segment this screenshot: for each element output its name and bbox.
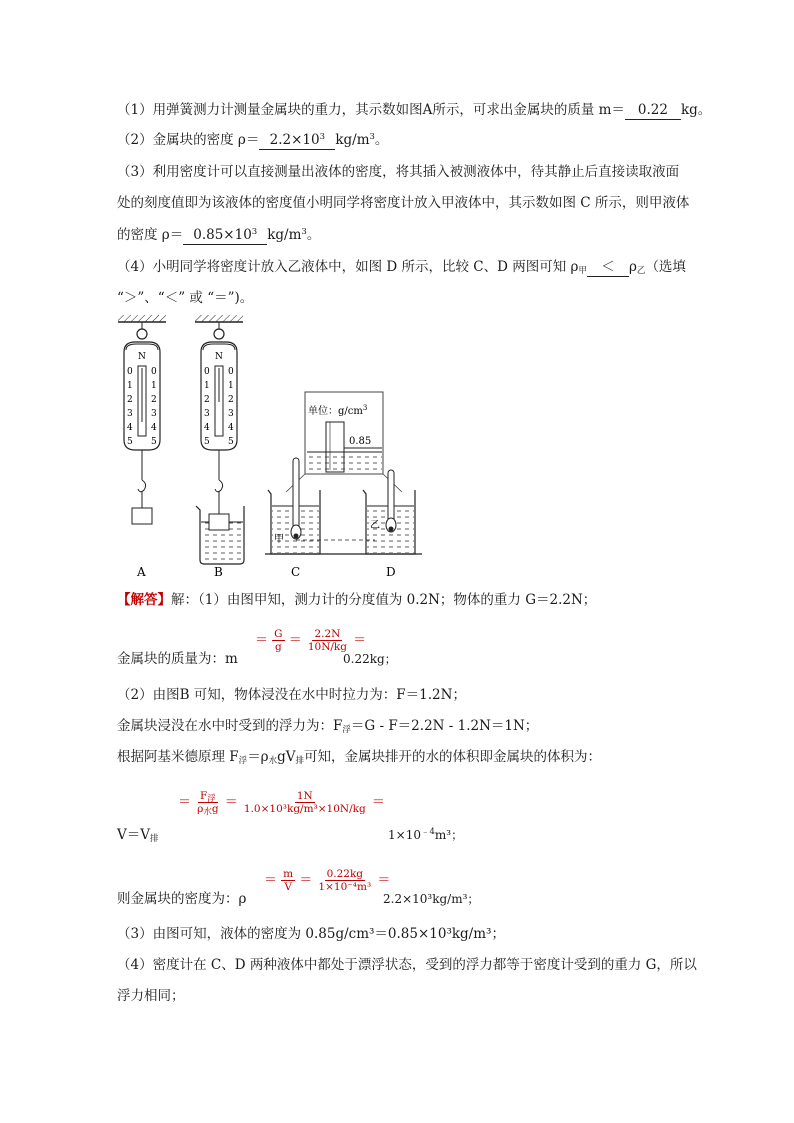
- solution-line6a: （4）密度计在 C、D 两种液体中都处于漂浮状态，受到的浮力都等于密度计受到的重力 G，所以: [117, 957, 697, 973]
- rho-frac-1: $\frac{m}{V}$: [283, 868, 294, 893]
- solution-line2: （2）由图B 可知，物体浸没在水中时拉力为：F＝1.2N；: [117, 687, 466, 703]
- svg-text:5: 5: [204, 437, 210, 447]
- mass-frac-2: $\frac{2.2N}{10N/kg}$: [307, 628, 348, 653]
- rho-frac-2: $\frac{0.22kg}{\text{1×10⁻⁴m³}}$: [318, 868, 372, 893]
- volume-frac-1: $\frac{F_浮}{\rho_水g}$: [197, 790, 219, 817]
- q3-answer: $0.85\times 10^3$: [183, 226, 267, 245]
- inset-reading: 0.85: [349, 436, 372, 447]
- svg-text:1: 1: [204, 381, 210, 391]
- scale-b-ticks-right: [228, 367, 234, 447]
- volume-label: $V=V_排$: [117, 827, 159, 844]
- svg-text:2: 2: [151, 395, 157, 405]
- svg-text:D: D: [386, 565, 396, 579]
- q4-line2: “＞”、“＜” 或 “＝”)。: [117, 290, 254, 306]
- q2-answer: $2.2\times 10^3$: [259, 131, 335, 150]
- spring-scale-a: [118, 315, 166, 524]
- svg-text:0: 0: [127, 367, 133, 377]
- spring-scale-b: [195, 315, 244, 564]
- svg-text:4: 4: [228, 423, 234, 433]
- solution-line4: 根据阿基米德原理 $F_浮=\rho_水gV_排$可知，金属块排开的水的体积即金属块的体积为：: [117, 749, 602, 766]
- scale-a-ticks-left: [127, 367, 133, 447]
- solution-tag: 【解答】: [117, 592, 171, 608]
- volume-result: $1\times 10^{﹣4}m^3$；: [388, 827, 464, 842]
- q2-line: （2）金属块的密度 $\rho= 2.2\times 10^3$ $kg/m^3$。: [117, 132, 389, 148]
- svg-text:5: 5: [127, 437, 133, 447]
- inset-unit-label: 单位：$g/cm^3$: [308, 404, 368, 417]
- svg-text:3: 3: [228, 409, 234, 419]
- scale-a-unit: N: [138, 352, 146, 362]
- svg-text:5: 5: [151, 437, 157, 447]
- svg-text:0: 0: [204, 367, 210, 377]
- mass-frac-1: $\frac{G}{g}$: [274, 628, 283, 653]
- rho-equation: ＝ $\frac{m}{V}$ ＝ $\frac{0.22kg}{\text{1×10⁻⁴m³}}$ ＝: [264, 868, 391, 893]
- svg-text:4: 4: [151, 423, 157, 433]
- svg-text:2: 2: [228, 395, 234, 405]
- volume-frac-2: $\frac{1N}{\text{1.0×10³kg/m³×10N/kg}}$: [243, 790, 366, 815]
- svg-text:2: 2: [204, 395, 210, 405]
- q3-line3: 的密度 $\rho= 0.85\times 10^3$ $kg/m^3$。: [117, 227, 321, 243]
- svg-text:4: 4: [127, 423, 133, 433]
- svg-text:1: 1: [151, 381, 157, 391]
- inset-reading-box: [286, 392, 402, 492]
- scale-b-ticks-left: [204, 367, 210, 447]
- experiment-figure: [100, 310, 440, 582]
- solution-line5: （3）由图可知，液体的密度为 0.85g/cm³＝0.85×10³kg/m³；: [117, 926, 505, 942]
- mass-result: 0.22kg；: [343, 652, 397, 666]
- svg-text:B: B: [214, 565, 223, 579]
- svg-text:3: 3: [151, 409, 157, 419]
- svg-text:2: 2: [127, 395, 133, 405]
- svg-text:1: 1: [228, 381, 234, 391]
- svg-text:C: C: [291, 565, 301, 579]
- svg-text:A: A: [137, 565, 146, 579]
- liquid-jia-label: 甲: [274, 534, 284, 545]
- rho-result: 2.2×10³kg/m³；: [383, 892, 480, 906]
- solution-line1: 【解答】解：（1）由图甲知，测力计的分度值为 0.2N；物体的重力 G＝2.2N；: [117, 592, 597, 608]
- q4-answer: ＜: [587, 258, 629, 277]
- q3-line2: 处的刻度值即为该液体的密度值小明同学将密度计放入甲液体中，其示数如图 C 所示，则甲液体: [117, 195, 690, 211]
- figure-labels: [136, 565, 396, 579]
- q4-line1: （4）小明同学将密度计放入乙液体中，如图 D 所示，比较 C、D 两图可知 $\rho_甲 < \rho_乙$（选填: [117, 259, 686, 276]
- solution-line6b: 浮力相同；: [117, 988, 185, 1004]
- svg-text:3: 3: [204, 409, 210, 419]
- rho-label: 则金属块的密度为：ρ: [117, 891, 247, 907]
- q3-line1: （3）利用密度计可以直接测量出液体的密度，将其插入被测液体中，待其静止后直接读取液面: [117, 164, 680, 180]
- svg-text:0: 0: [228, 367, 234, 377]
- svg-text:1: 1: [127, 381, 133, 391]
- mass-equation: ＝ $\frac{G}{g}$ ＝ $\frac{2.2N}{10N/kg}$ ＝: [255, 628, 367, 653]
- scale-a-ticks-right: [151, 367, 157, 447]
- solution-line3: 金属块浸没在水中时受到的浮力为：$F_浮=G - F=2.2N - 1.2N=1N$；: [117, 718, 539, 735]
- mass-label: 金属块的质量为：m: [117, 651, 238, 667]
- q1-line: （1）用弹簧测力计测量金属块的重力，其示数如图A所示，可求出金属块的质量 m＝ 0.22 kg。: [117, 102, 712, 118]
- svg-text:4: 4: [204, 423, 210, 433]
- scale-b-unit: N: [215, 352, 223, 362]
- beaker-d: [363, 470, 415, 554]
- liquid-yi-label: 乙: [370, 520, 380, 531]
- q1-answer: 0.22: [625, 101, 681, 120]
- svg-text:5: 5: [228, 437, 234, 447]
- volume-equation: ＝ $\frac{F_浮}{\rho_水g}$ ＝ $\frac{1N}{\text{1.0×10³kg/m³×10N/kg}}$ ＝: [178, 790, 385, 817]
- svg-text:0: 0: [151, 367, 157, 377]
- svg-text:3: 3: [127, 409, 133, 419]
